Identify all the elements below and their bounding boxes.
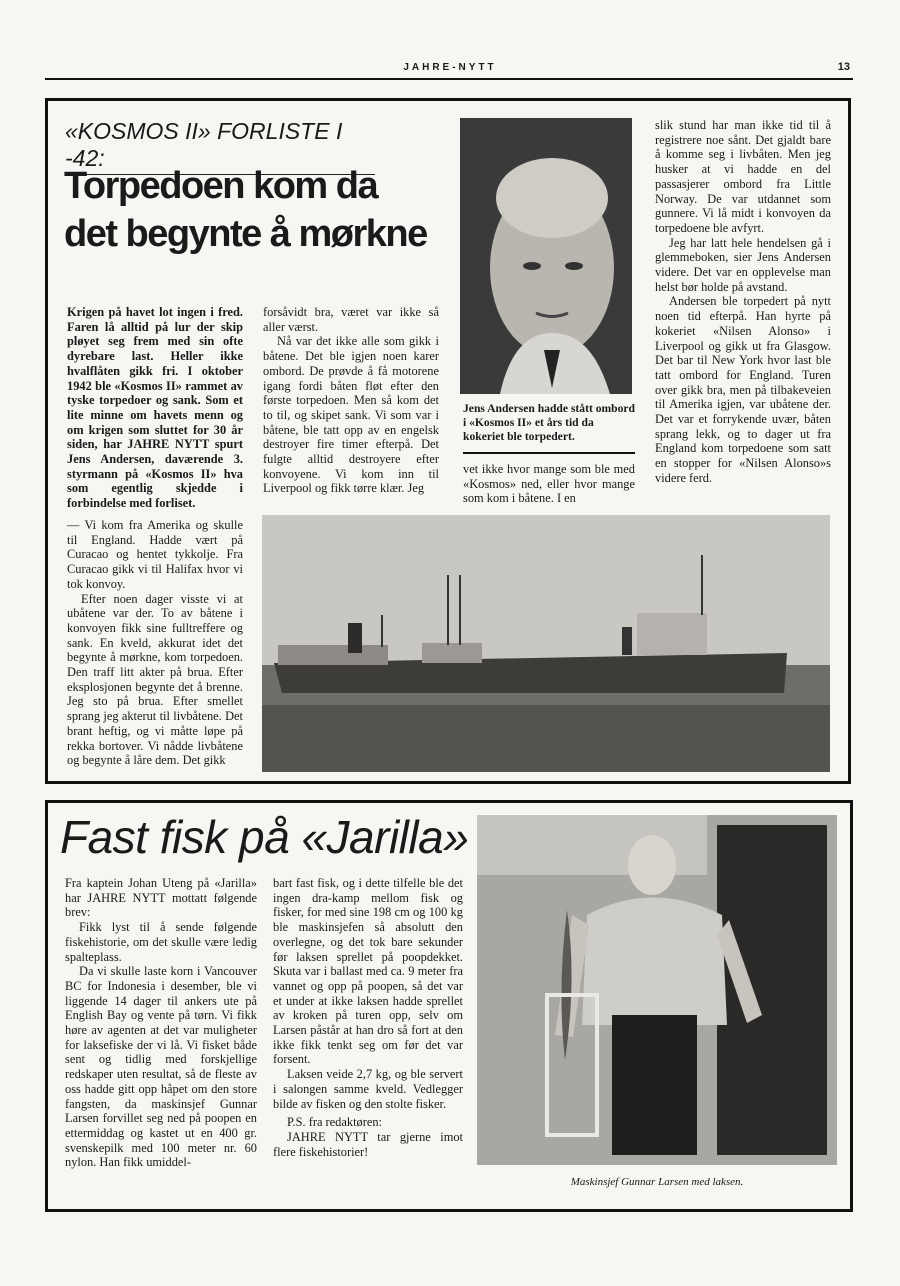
publication-title: JAHRE-NYTT — [403, 62, 497, 73]
ship-photo — [262, 515, 830, 772]
paragraph: Jeg har latt hele hendelsen gå i glemmeboken, sier Jens Andersen videre. Det var en opplevelse man helst bør holde på avstand. — [655, 235, 831, 294]
paragraph: P.S. fra redaktøren: — [287, 1115, 382, 1130]
fisherman-photo — [477, 815, 837, 1165]
paragraph: forsåvidt bra, været var ikke så aller værst. — [263, 305, 439, 334]
paragraph: Efter noen dager visste vi at ubåtene var der. To av båtene i konvoyen fikk sine fulltreffere og sank. En kveld, akkurat idet det begynte å mørkne, kom torpedoen. Den traff litt akter på brua. Efter eksplosjonen begynte det å brenne. Jeg sto på brua. Efter smellet sprang jeg akterut til livbåtene. Det brant heftig, og vi måtte løpe på rekka bortover. Vi nådde livbåtene og begynte å låre dem. Det gikk — [67, 591, 243, 768]
portrait-photo — [460, 118, 632, 394]
article-column-3 — [463, 462, 635, 506]
paragraph: Fra kaptein Johan Uteng på «Jarilla» har JAHRE NYTT mottatt følgende brev: — [65, 876, 257, 920]
article-column-1 — [67, 518, 243, 768]
paragraph: Andersen ble torpedert på nytt noen tid efterpå. Han hyrte på kokeriet «Nilsen Alonso» i Liverpool og gikk ut fra Glasgow. Det bar til New York hvor last ble tatt ombord for England. Turen over gikk bra, men på tilbakeveien til Amerika igjen, var ubåtene der. Det var et forrykende uvær, båten sprang lekk, og to dager ut fra England kom torpedoene som satt en stopper for «Nilsen Alonso»s videre ferd. — [655, 294, 831, 485]
header-rule — [45, 78, 853, 80]
paragraph: vet ikke hvor mange som ble med «Kosmos» ned, eller hvor mange som kom i båtene. I en — [463, 462, 635, 506]
paragraph: Fikk lyst til å sende følgende fiskehistorie, om det skulle være ledig spalteplass. — [65, 920, 257, 964]
paragraph: slik stund har man ikke tid til å registrere noe sånt. Det gjaldt bare å komme seg i livbåten. Men jeg husker at vi hadde en del passasjerer ombord fra Little Norway. De var utdannet som gunnere. Vi lå midt i konvoyen da torpedoene ble avfyrt. — [655, 118, 831, 235]
headline-line-1: Torpedoen kom da — [64, 165, 378, 207]
ship-illustration — [262, 515, 830, 772]
page-number: 13 — [837, 61, 850, 73]
portrait-illustration — [460, 118, 632, 394]
article-2-column-2 — [273, 876, 463, 1159]
fisherman-photo-caption: Maskinsjef Gunnar Larsen med laksen. — [570, 1176, 744, 1188]
paragraph: Da vi skulle laste korn i Vancouver BC for Indonesia i desember, ble vi liggende 14 dager til ankers ute på English Bay og vente på tørn. Vi fikk høre av agenten at det var muligheter for laksefiske der vi lå. Vi fisket både sent og tidlig med forskjellige redskaper uten resultat, så de fleste av oss hadde gitt opp håpet om den store fangsten, da maskinsjef Gunnar Larsen forvillet seg ned på poopen en ettermiddag og kastet ut en 400 gr. svenskepilk med 100 meter nr. 60 nylon. Han fikk umiddel- — [65, 964, 257, 1170]
article-2-column-1 — [65, 876, 257, 1170]
article-column-4 — [655, 118, 831, 486]
paragraph: Nå var det ikke alle som gikk i båtene. Det ble igjen noen karer ombord. De prøvde å få motorene igang fordi båten fløt efter den første torpedoen. Men så kom det to til, og skipet sank. Vi som var i båtene, ble tatt opp av en engelsk destroyer fire timer efterpå. Det fulgte alltid destroyere efter konvoyene. Vi kom inn til Liverpool og fikk tørre klær. Jeg — [263, 334, 439, 496]
paragraph: Laksen veide 2,7 kg, og ble servert i salongen samme kveld. Vedlegger bilde av fisken og den stolte fisker. — [273, 1067, 463, 1111]
caption-rule — [463, 452, 635, 454]
article-2-headline: Fast fisk på «Jarilla» — [60, 811, 469, 863]
article-kicker: «KOSMOS II» FORLISTE I -42: — [65, 118, 375, 175]
paragraph: JAHRE NYTT tar gjerne imot flere fiskehistorier! — [273, 1129, 463, 1159]
article-lede: Krigen på havet lot ingen i fred. Faren lå alltid på lur der skip pløyet seg frem med sin ofte dyrebare last. Heller ikke hvalflåten gikk fri. I oktober 1942 ble «Kosmos II» rammet av tyske torpedoer og sank. Som et lite minne om havets menn og om krigen som sluttet for 30 år siden, har JAHRE NYTT spurt Jens Andersen, daværende 3. styrmann på «Kosmos II» hva som egentlig skjedde i forbindelse med forliset. — [67, 305, 243, 511]
headline-line-2: det begynte å mørkne — [64, 213, 427, 255]
article-column-2 — [263, 305, 439, 496]
paragraph: — Vi kom fra Amerika og skulle til England. Hadde vært på Curacao og hentet tykkolje. Fra Curacao gikk vi til Halifax hvor vi tok konvoy. — [67, 518, 243, 591]
article-headline — [64, 162, 454, 258]
fisherman-illustration — [477, 815, 837, 1165]
paragraph: bart fast fisk, og i dette tilfelle ble det ingen dra-kamp mellom fisk og fisker, for med sine 198 cm og 100 kg ble maskinsjefen så absolutt den overlegne, og det tok bare sekunder før laksen sprellet på poopdekket. Skuta var i ballast med ca. 9 meter fra vannet og opp på poopen, så det var et under at ikke laksen hadde sprellet av kroken på turen opp, selv om Larsen påstår at han dro så fort at den ikke fikk tenkt seg om før det var forsent. — [273, 876, 463, 1067]
portrait-caption: Jens Andersen hadde stått ombord i «Kosmos II» et års tid da kokeriet ble torpedert. — [463, 402, 635, 443]
